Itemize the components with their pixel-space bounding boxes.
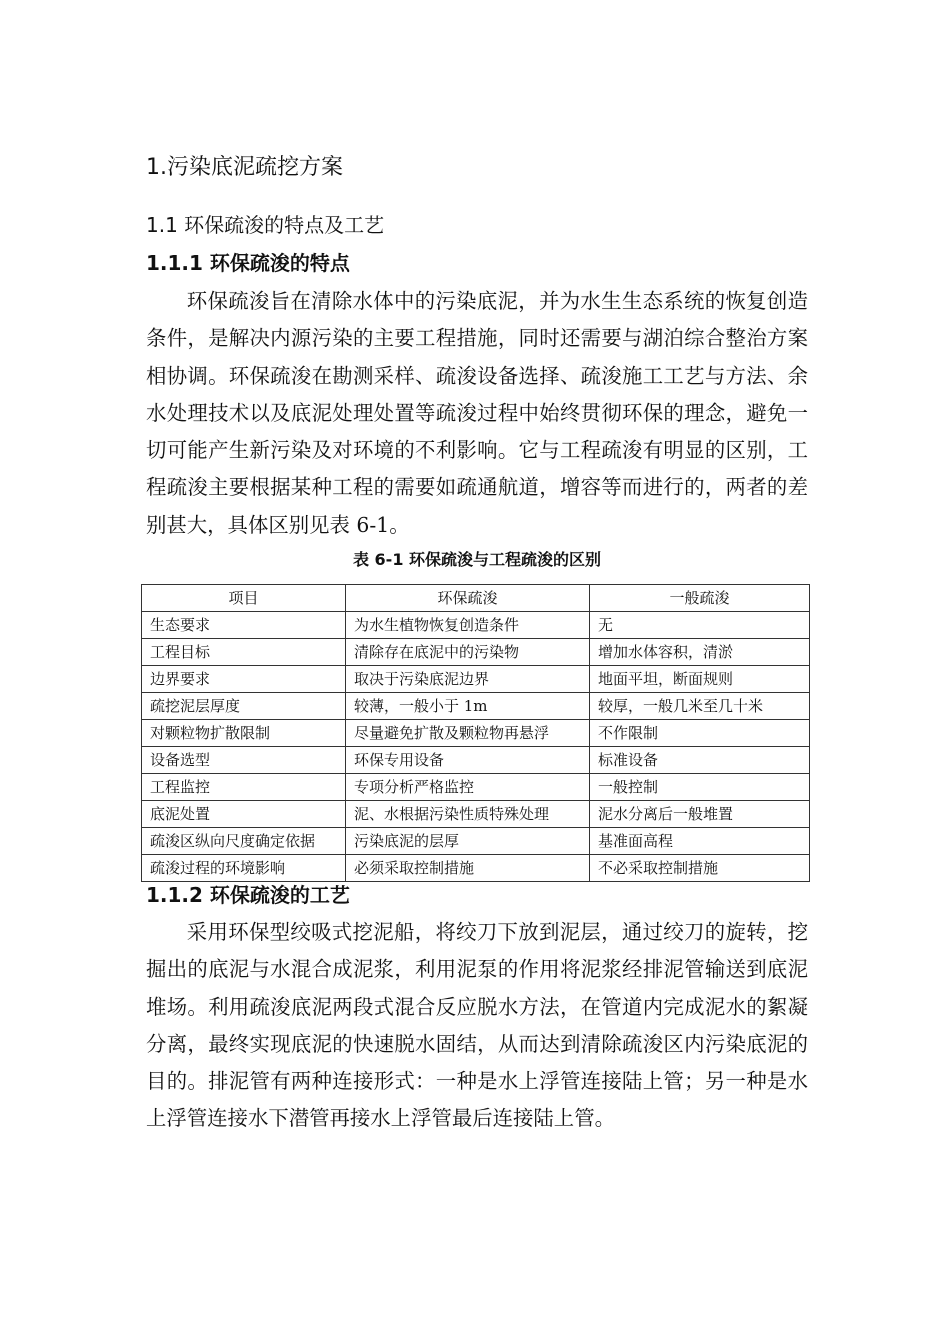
table-cell: 专项分析严格监控: [346, 774, 590, 801]
table-cell: 较厚，一般几米至几十米: [590, 693, 810, 720]
table-row: [142, 639, 810, 666]
subsection-heading: 1.1 环保疏浚的特点及工艺: [146, 213, 385, 237]
table-row: [142, 801, 810, 828]
table-cell: 底泥处置: [142, 801, 346, 828]
table-header-row: [142, 585, 810, 612]
process-paragraph: 采用环保型绞吸式挖泥船，将绞刀下放到泥层，通过绞刀的旋转，挖掘出的底泥与水混合成泥浆，利用泥泵的作用将泥浆经排泥管输送到底泥堆场。利用疏浚底泥两段式混合反应脱水方法，在管道内完成泥水的絮凝分离，最终实现底泥的快速脱水固结，从而达到清除疏浚区内污染底泥的目的。排泥管有两种连接形式：一种是水上浮管连接陆上管；另一种是水上浮管连接水下潜管再接水上浮管最后连接陆上管。: [146, 920, 808, 1131]
table-cell: 较薄，一般小于 1m: [346, 693, 590, 720]
table-cell: 增加水体容积，清淤: [590, 639, 810, 666]
column-header: 项目: [142, 585, 346, 612]
table-cell: 不必采取控制措施: [590, 855, 810, 882]
table-cell: 对颗粒物扩散限制: [142, 720, 346, 747]
table-cell: 取决于污染底泥边界: [346, 666, 590, 693]
table-cell: 疏挖泥层厚度: [142, 693, 346, 720]
table-cell: 污染底泥的层厚: [346, 828, 590, 855]
table-row: [142, 774, 810, 801]
table-cell: 环保专用设备: [346, 747, 590, 774]
table-cell: 泥水分离后一般堆置: [590, 801, 810, 828]
table-row: [142, 693, 810, 720]
features-heading: 1.1.1 环保疏浚的特点: [146, 251, 350, 275]
table-cell: 设备选型: [142, 747, 346, 774]
table-row: [142, 720, 810, 747]
column-header: 环保疏浚: [346, 585, 590, 612]
table-cell: 一般控制: [590, 774, 810, 801]
table-cell: 工程监控: [142, 774, 346, 801]
table-row: [142, 828, 810, 855]
table-cell: 为水生植物恢复创造条件: [346, 612, 590, 639]
table-cell: 疏浚区纵向尺度确定依据: [142, 828, 346, 855]
table-cell: 标准设备: [590, 747, 810, 774]
table-cell: 边界要求: [142, 666, 346, 693]
table-cell: 生态要求: [142, 612, 346, 639]
table-cell: 清除存在底泥中的污染物: [346, 639, 590, 666]
table-cell: 工程目标: [142, 639, 346, 666]
table-cell: 地面平坦，断面规则: [590, 666, 810, 693]
process-heading: 1.1.2 环保疏浚的工艺: [146, 883, 350, 907]
column-header: 一般疏浚: [590, 585, 810, 612]
table-row: [142, 666, 810, 693]
table-cell: 尽量避免扩散及颗粒物再悬浮: [346, 720, 590, 747]
table-row: [142, 747, 810, 774]
table-row: [142, 612, 810, 639]
table-cell: 基准面高程: [590, 828, 810, 855]
table-row: [142, 855, 810, 882]
table-cell: 无: [590, 612, 810, 639]
table-cell: 疏浚过程的环境影响: [142, 855, 346, 882]
comparison-table: [141, 584, 810, 882]
features-paragraph: 环保疏浚旨在清除水体中的污染底泥，并为水生生态系统的恢复创造条件，是解决内源污染的主要工程措施，同时还需要与湖泊综合整治方案相协调。环保疏浚在勘测采样、疏浚设备选择、疏浚施工工艺与方法、余水处理技术以及底泥处理处置等疏浚过程中始终贯彻环保的理念，避免一切可能产生新污染及对环境的不利影响。它与工程疏浚有明显的区别，工程疏浚主要根据某种工程的需要如疏通航道，增容等而进行的，两者的差别甚大，具体区别见表 6-1。: [146, 289, 808, 537]
table-caption: 表 6-1 环保疏浚与工程疏浚的区别: [352, 550, 602, 569]
section-heading: 1.污染底泥疏挖方案: [146, 155, 343, 180]
table-cell: 泥、水根据污染性质特殊处理: [346, 801, 590, 828]
table-cell: 不作限制: [590, 720, 810, 747]
table-cell: 必须采取控制措施: [346, 855, 590, 882]
